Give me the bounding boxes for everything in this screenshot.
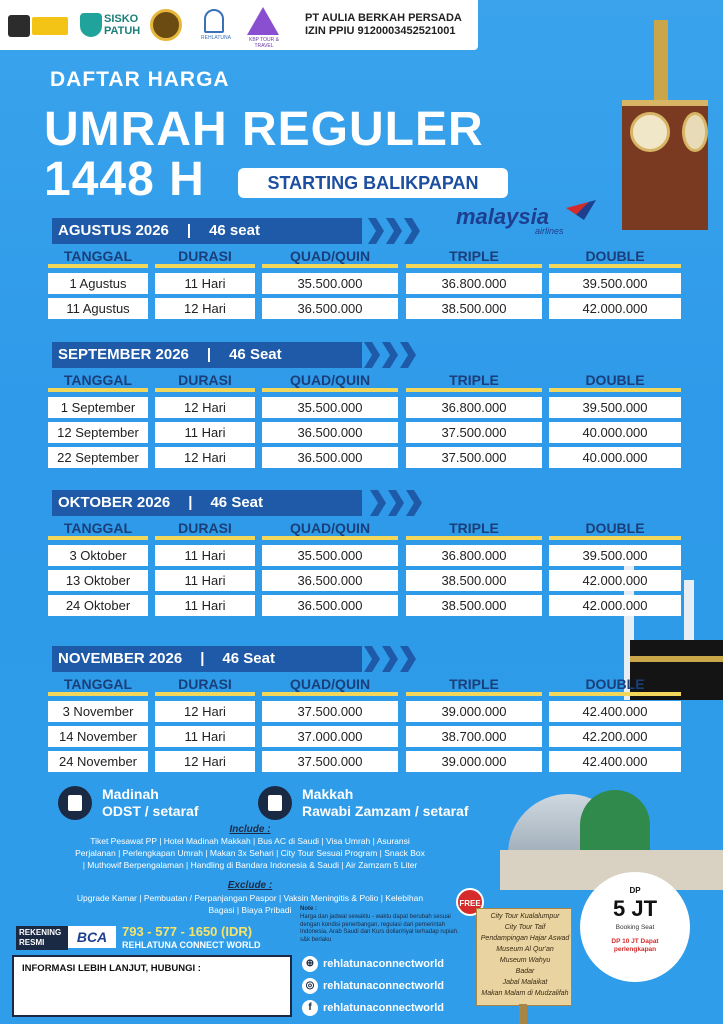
- table-cell: 40.000.000: [549, 447, 681, 468]
- month-separator: |: [188, 494, 193, 511]
- month-name: SEPTEMBER 2026: [58, 346, 189, 363]
- column-underline: [262, 536, 398, 540]
- month-separator: |: [200, 650, 205, 667]
- free-program-item: Museum Al Qur'an: [496, 946, 554, 953]
- column-header: TANGGAL: [63, 372, 133, 388]
- include-line-2: Perjalanan | Perlengkapan Umrah | Makan 3x Sehari | City Tour Sesuai Program | Snack Box: [75, 848, 425, 858]
- chevron-right-icon: [382, 646, 398, 672]
- chevron-right-icon: [404, 218, 420, 244]
- clock-tower-image: [604, 20, 723, 230]
- table-cell: 42.200.000: [549, 726, 681, 747]
- social-instagram[interactable]: [302, 977, 444, 995]
- month-separator: |: [186, 222, 192, 239]
- column-header: DURASI: [178, 372, 232, 388]
- column-underline: [48, 264, 148, 268]
- chevron-right-icon: [364, 646, 380, 672]
- instagram-glyph: ◎: [305, 980, 315, 992]
- column-header: TRIPLE: [449, 676, 499, 692]
- column-header: QUAD/QUIN: [289, 248, 371, 264]
- table-cell: 35.500.000: [262, 545, 398, 566]
- chevron-right-icon: [364, 342, 380, 368]
- free-program-item: Pendampingan Hajar Aswad: [480, 935, 570, 942]
- column-underline: [48, 692, 148, 696]
- column-underline: [406, 536, 542, 540]
- column-header: TANGGAL: [63, 520, 133, 536]
- column-header: TANGGAL: [63, 248, 133, 264]
- table-cell: 38.500.000: [406, 570, 542, 591]
- table-cell: 13 Oktober: [48, 570, 148, 591]
- column-underline: [549, 536, 681, 540]
- airline-logo-icon: [566, 200, 596, 220]
- exclude-heading: Exclude :: [227, 880, 273, 891]
- column-underline: [549, 692, 681, 696]
- dp-subtext: Booking Seat: [615, 924, 655, 931]
- column-underline: [262, 388, 398, 392]
- table-cell: 37.000.000: [262, 726, 398, 747]
- hotel-madinah-icon: [58, 786, 92, 820]
- free-program-item: Badar: [515, 968, 535, 975]
- column-header: DOUBLE: [585, 520, 645, 536]
- airline-logo-subtext: airlines: [535, 226, 564, 236]
- chevron-right-icon: [382, 342, 398, 368]
- table-cell: 42.000.000: [549, 298, 681, 319]
- free-badge: FREE: [456, 888, 484, 916]
- column-underline: [155, 264, 255, 268]
- facebook-icon: [302, 1000, 318, 1016]
- kbp-tour-logo: [243, 7, 283, 49]
- partner-logo-1: [8, 7, 68, 43]
- table-cell: 36.800.000: [406, 273, 542, 294]
- hotel-makkah-icon: [258, 786, 292, 820]
- sisko-patuh-logo: [80, 7, 144, 43]
- column-header: QUAD/QUIN: [289, 676, 371, 692]
- column-underline: [155, 692, 255, 696]
- free-program-item: City Tour Kualalumpur: [490, 913, 560, 920]
- table-cell: 39.000.000: [406, 751, 542, 772]
- month-seat-count: 46 Seat: [210, 494, 264, 511]
- free-program-sign: [476, 908, 572, 1006]
- table-cell: 1 Agustus: [48, 273, 148, 294]
- table-cell: 39.500.000: [549, 397, 681, 418]
- column-underline: [262, 692, 398, 696]
- table-cell: 36.800.000: [406, 397, 542, 418]
- rehlatuna-logo-text: REHLATUNA: [201, 35, 231, 41]
- column-underline: [549, 388, 681, 392]
- dp-circle: [580, 872, 690, 982]
- kbp-logo-text: KBP TOUR & TRAVEL: [248, 37, 279, 49]
- table-cell: 12 September: [48, 422, 148, 443]
- contact-info-title: INFORMASI LEBIH LANJUT, HUBUNGI :: [22, 963, 201, 974]
- chevron-right-icon: [368, 218, 384, 244]
- logo-bar: [0, 0, 478, 50]
- table-cell: 37.500.000: [262, 751, 398, 772]
- title-line-1: UMRAH REGULER: [44, 103, 484, 156]
- table-cell: 39.500.000: [549, 273, 681, 294]
- contact-info-box: [12, 955, 292, 1017]
- company-name: PT AULIA BERKAH PERSADA: [305, 12, 462, 24]
- include-line-3: | Muthowif Berpengalaman | Handling di Bandara Indonesia & Saudi | Air Zamzam 5 Liter: [82, 860, 418, 870]
- chevron-right-icon: [388, 490, 404, 516]
- note-text: Harga dan jadwal sewaktu - waktu dapat berubah sesuai dengan kondisi penerbangan, regulasi dari pemerintah Indonesia, Arab Saudi dan Kurs dollar/riyal terhadap rupiah. s&k berlaku: [300, 914, 459, 943]
- globe-icon: [302, 956, 318, 972]
- table-cell: 42.000.000: [549, 570, 681, 591]
- column-header: DURASI: [178, 248, 232, 264]
- table-cell: 11 Hari: [155, 422, 255, 443]
- column-underline: [155, 388, 255, 392]
- column-underline: [262, 264, 398, 268]
- column-header: TRIPLE: [449, 372, 499, 388]
- sign-pole: [519, 1004, 527, 1024]
- note-heading: Note :: [300, 906, 317, 912]
- table-cell: 12 Hari: [155, 447, 255, 468]
- column-underline: [406, 692, 542, 696]
- table-cell: 11 Agustus: [48, 298, 148, 319]
- table-cell: 36.500.000: [262, 570, 398, 591]
- rehlatuna-logo: [196, 7, 232, 43]
- table-cell: 11 Hari: [155, 595, 255, 616]
- table-cell: 12 Hari: [155, 397, 255, 418]
- hotel-makkah-city: Makkah: [302, 786, 354, 802]
- table-cell: 37.500.000: [406, 422, 542, 443]
- month-name: AGUSTUS 2026: [58, 222, 169, 239]
- green-dome-image: [580, 790, 650, 850]
- exclude-line-2: Bagasi | Biaya Pribadi: [208, 905, 292, 915]
- airline-logo-text: malaysia: [456, 204, 549, 229]
- table-cell: 39.000.000: [406, 701, 542, 722]
- table-cell: 36.500.000: [262, 422, 398, 443]
- starting-city-badge: STARTING BALIKPAPAN: [238, 168, 508, 198]
- chevron-right-icon: [386, 218, 402, 244]
- table-cell: 12 Hari: [155, 701, 255, 722]
- dp-note: DP 10 JT Dapat perlengkapan: [611, 938, 659, 953]
- table-cell: 37.500.000: [262, 701, 398, 722]
- column-header: DOUBLE: [585, 372, 645, 388]
- column-header: DURASI: [178, 520, 232, 536]
- table-cell: 36.500.000: [262, 447, 398, 468]
- month-seat-count: 46 Seat: [222, 650, 275, 667]
- company-info: [305, 12, 462, 38]
- instagram-icon: [302, 978, 318, 994]
- column-underline: [48, 388, 148, 392]
- column-header: QUAD/QUIN: [289, 372, 371, 388]
- chevron-right-icon: [400, 646, 416, 672]
- chevron-right-icon: [400, 342, 416, 368]
- month-header-bar: [52, 342, 362, 368]
- month-seat-count: 46 Seat: [229, 346, 282, 363]
- dp-label: DP: [629, 886, 641, 895]
- table-cell: 24 Oktober: [48, 595, 148, 616]
- chevron-right-icon: [406, 490, 422, 516]
- table-cell: 39.500.000: [549, 545, 681, 566]
- column-underline: [406, 264, 542, 268]
- table-cell: 38.500.000: [406, 298, 542, 319]
- table-cell: 3 Oktober: [48, 545, 148, 566]
- month-name: NOVEMBER 2026: [58, 650, 183, 667]
- table-cell: 40.000.000: [549, 422, 681, 443]
- hotel-makkah-name: Rawabi Zamzam / setaraf: [302, 803, 469, 819]
- column-underline: [549, 264, 681, 268]
- month-header-bar: [52, 218, 362, 244]
- include-line-1: Tiket Pesawat PP | Hotel Madinah Makkah | Bus AC di Saudi | Visa Umrah | Asuransi: [90, 836, 410, 846]
- social-instagram-text: rehlatunaconnectworld: [323, 980, 445, 992]
- table-cell: 3 November: [48, 701, 148, 722]
- table-cell: 38.700.000: [406, 726, 542, 747]
- table-cell: 11 Hari: [155, 273, 255, 294]
- column-underline: [155, 536, 255, 540]
- hotel-madinah-city: Madinah: [102, 786, 159, 802]
- table-cell: 12 Hari: [155, 298, 255, 319]
- social-facebook[interactable]: [302, 999, 444, 1017]
- table-cell: 11 Hari: [155, 545, 255, 566]
- table-cell: 14 November: [48, 726, 148, 747]
- table-cell: 24 November: [48, 751, 148, 772]
- bank-account-label: REKENING RESMI: [16, 926, 68, 950]
- kaaba-band: [630, 656, 723, 662]
- column-header: DOUBLE: [585, 248, 645, 264]
- bca-logo: BCA: [68, 926, 116, 948]
- month-seat-count: 46 seat: [209, 222, 260, 239]
- sisko-patuh-text: SISKO PATUH: [104, 13, 141, 37]
- company-license: IZIN PPIU 9120003452521001: [305, 25, 456, 37]
- column-header: DURASI: [178, 676, 232, 692]
- social-website-text: rehlatunaconnectworld: [323, 958, 445, 970]
- exclude-line-1: Upgrade Kamar | Pembuatan / Perpanjangan Paspor | Vaksin Meningitis & Polio | Kelebihan: [76, 893, 424, 903]
- table-cell: 36.800.000: [406, 545, 542, 566]
- bank-account-number: 793 - 577 - 1650 (IDR): [122, 924, 253, 939]
- bank-account-name: REHLATUNA CONNECT WORLD: [122, 940, 261, 950]
- month-name: OKTOBER 2026: [58, 494, 171, 511]
- table-cell: 42.400.000: [549, 751, 681, 772]
- social-facebook-text: rehlatunaconnectworld: [323, 1002, 445, 1014]
- table-cell: 11 Hari: [155, 726, 255, 747]
- title-line-2: 1448 H: [44, 153, 205, 206]
- dp-value: 5 JT: [612, 896, 658, 921]
- free-program-item: Makan Malam di Mudzalifah: [481, 990, 569, 997]
- globe-glyph: ⊕: [305, 958, 315, 970]
- table-cell: 11 Hari: [155, 570, 255, 591]
- social-website[interactable]: [302, 955, 444, 973]
- table-cell: 36.500.000: [262, 595, 398, 616]
- table-cell: 37.500.000: [406, 447, 542, 468]
- subtitle: DAFTAR HARGA: [50, 68, 230, 91]
- include-heading: Include :: [229, 824, 271, 835]
- hotel-madinah-name: ODST / setaraf: [102, 803, 199, 819]
- free-program-item: Museum Wahyu: [499, 957, 551, 964]
- column-header: TRIPLE: [449, 520, 499, 536]
- table-cell: 36.500.000: [262, 298, 398, 319]
- table-cell: 12 Hari: [155, 751, 255, 772]
- month-header-bar: [52, 646, 362, 672]
- table-cell: 38.500.000: [406, 595, 542, 616]
- month-separator: |: [206, 346, 212, 363]
- column-underline: [48, 536, 148, 540]
- free-program-item: Jabal Malaikat: [502, 979, 548, 986]
- column-header: QUAD/QUIN: [289, 520, 371, 536]
- table-cell: 22 September: [48, 447, 148, 468]
- facebook-glyph: f: [308, 1002, 312, 1014]
- table-cell: 42.400.000: [549, 701, 681, 722]
- column-header: TANGGAL: [63, 676, 133, 692]
- table-cell: 35.500.000: [262, 397, 398, 418]
- chevron-right-icon: [370, 490, 386, 516]
- free-program-item: City Tour Taif: [504, 924, 546, 931]
- column-underline: [406, 388, 542, 392]
- table-cell: 35.500.000: [262, 273, 398, 294]
- column-header: DOUBLE: [585, 676, 645, 692]
- table-cell: 42.000.000: [549, 595, 681, 616]
- table-cell: 1 September: [48, 397, 148, 418]
- column-header: TRIPLE: [449, 248, 499, 264]
- month-header-bar: [52, 490, 362, 516]
- ministry-seal-logo: [150, 7, 184, 43]
